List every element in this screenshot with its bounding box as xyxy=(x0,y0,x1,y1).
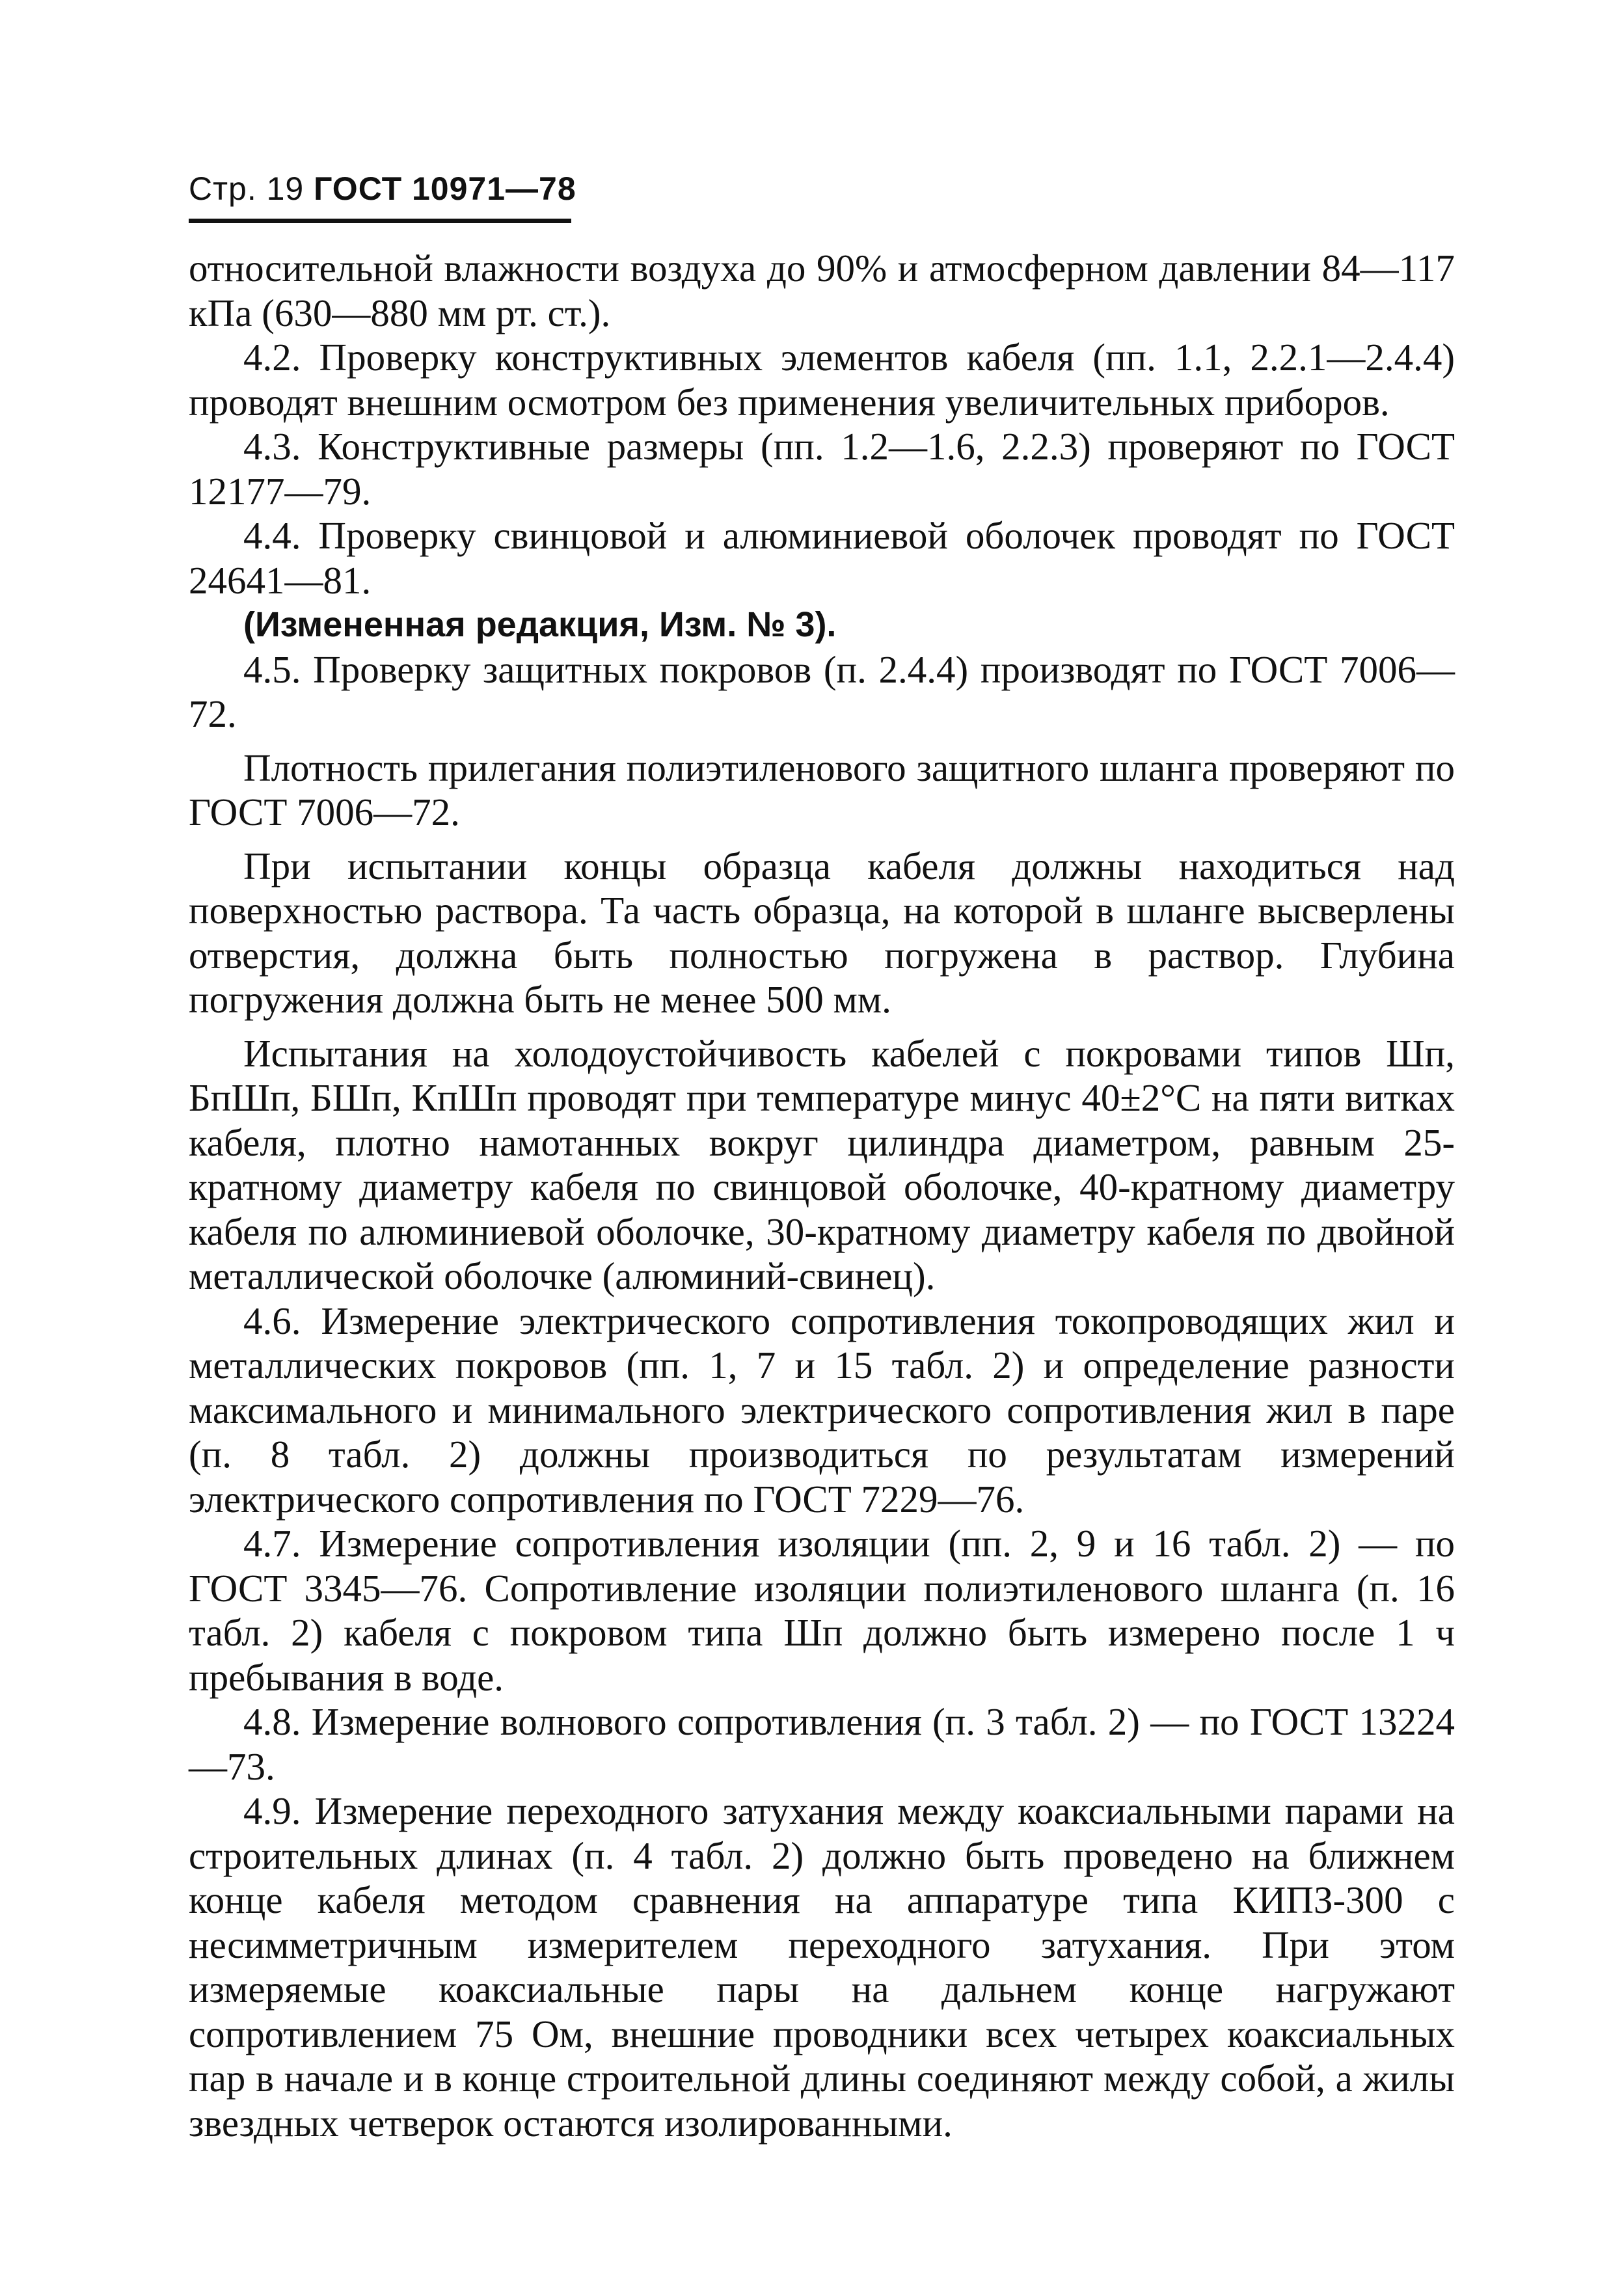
paragraph-continuation: относительной влажности воздуха до 90% и атмосферном давлении 84—117 кПа (630—880 мм рт. ст.). xyxy=(189,247,1455,334)
page-number: Стр. 19 xyxy=(189,170,304,207)
paragraph-cold-resistance: Испытания на холодоустойчивость кабелей с покровами типов Шп, БпШп, БШп, КпШп проводят при температуре минус 40±2°С на пяти витках кабеля, плотно намотанных вокруг цилиндра диаметром, равным 25-кратному диаметру кабеля по свинцовой оболочке, 40-кратному диаметру кабеля по алюминиевой оболочке, 30-кратному диаметру кабеля по двойной металлической оболочке (алюминий-свинец). xyxy=(189,1031,1455,1297)
paragraph-4-5: 4.5. Проверку защитных покровов (п. 2.4.4) производят по ГОСТ 7006—72. xyxy=(189,647,1455,735)
paragraph-4-8: 4.8. Измерение волнового сопротивления (п. 3 табл. 2) — по ГОСТ 13224—73. xyxy=(189,1700,1455,1788)
amendment-note: (Измененная редакция, Изм. № 3). xyxy=(243,605,837,644)
paragraph-4-6: 4.6. Измерение электрического сопротивления токопроводящих жил и металлических покровов (пп. 1, 7 и 15 табл. 2) и определение разности максимального и минимального электрического сопротивления жил в паре (п. 8 табл. 2) должны производиться по результатам измерений электрического сопротивления по ГОСТ 7229—76. xyxy=(189,1299,1455,1521)
paragraph-4-9: 4.9. Измерение переходного затухания между коаксиальными парами на строительных длинах (п. 4 табл. 2) должно быть проведено на ближнем конце кабеля методом сравнения на аппаратуре типа КИПЗ-300 с несимметричным измерителем переходного затухания. При этом измеряемые коаксиальные пары на дальнем конце нагружают сопротивлением 75 Ом, внешние проводники всех четырех коаксиальных пар в начале и в конце строительной длины соединяют между собой, а жилы звездных четверок остаются изолированными. xyxy=(189,1789,1455,2145)
paragraph-sample-immersion: При испытании концы образца кабеля должны находиться над поверхностью раствора. Та часть образца, на которой в шланге высверлены отверстия, должна быть полностью погружена в раствор. Глубина погружения должна быть не менее 500 мм. xyxy=(189,844,1455,1021)
standard-number: ГОСТ 10971—78 xyxy=(314,170,576,207)
header-rule xyxy=(189,219,571,223)
paragraph-4-4: 4.4. Проверку свинцовой и алюминиевой оболочек проводят по ГОСТ 24641—81. xyxy=(189,514,1455,602)
document-body xyxy=(189,246,1455,2145)
paragraph-4-2: 4.2. Проверку конструктивных элементов кабеля (пп. 1.1, 2.2.1—2.4.4) проводят внешним осмотром без применения увеличительных приборов. xyxy=(189,336,1455,424)
paragraph-4-3: 4.3. Конструктивные размеры (пп. 1.2—1.6, 2.2.3) проверяют по ГОСТ 12177—79. xyxy=(189,425,1455,513)
page-header xyxy=(189,166,576,211)
paragraph-4-7: 4.7. Измерение сопротивления изоляции (пп. 2, 9 и 16 табл. 2) — по ГОСТ 3345—76. Сопротивление изоляции полиэтиленового шланга (п. 16 табл. 2) кабеля с покровом типа Шп должно быть измерено после 1 ч пребывания в воде. xyxy=(189,1522,1455,1699)
paragraph-hose-density: Плотность прилегания полиэтиленового защитного шланга проверяют по ГОСТ 7006—72. xyxy=(189,746,1455,833)
